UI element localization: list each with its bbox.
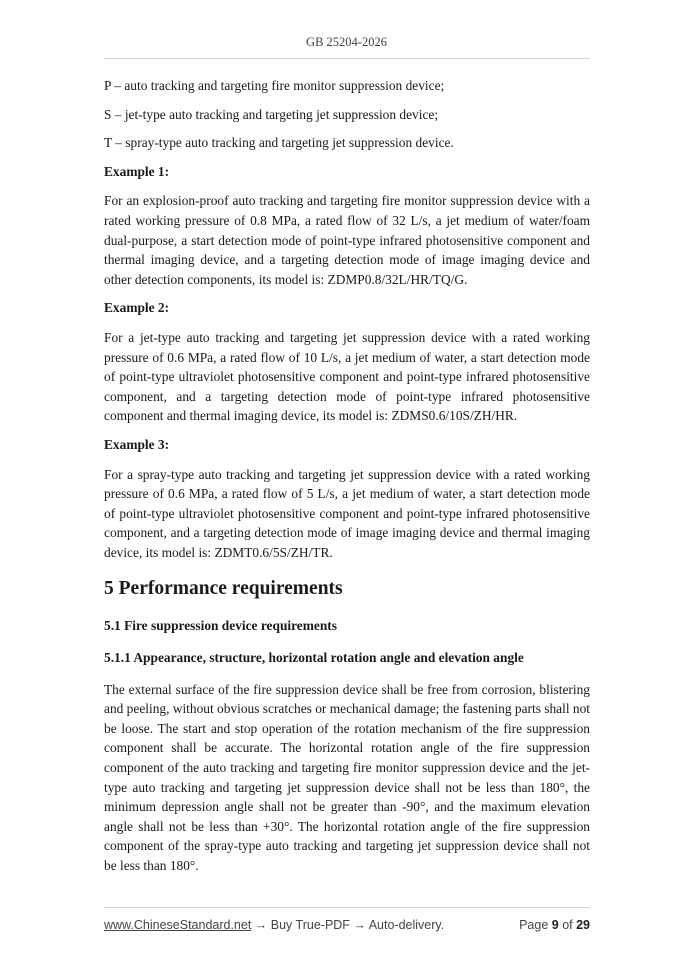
example2-paragraph: For a jet-type auto tracking and targeting jet suppression device with a rated working pressure of 0.6 MPa, a rated flow of 10 L/s, a jet medium of water, a start detection mode of point-type ultraviolet photosensitive component and point-type infrared photosensitive component, and a targeting detection mode of point-type infrared photosensitive component and thermal imaging device, its model is: ZDMS0.6/10S/ZH/HR. bbox=[104, 329, 590, 424]
section-5-1-1-heading: 5.1.1 Appearance, structure, horizontal rotation angle and elevation angle bbox=[104, 650, 524, 666]
page-number bbox=[519, 918, 590, 932]
page-footer bbox=[104, 918, 590, 938]
page-of-word: of bbox=[558, 918, 577, 932]
header-divider bbox=[104, 58, 590, 59]
example1-paragraph: For an explosion-proof auto tracking and targeting fire monitor suppression device with a rated working pressure of 0.8 MPa, a rated flow of 32 L/s, a jet medium of water/foam dual-purpose, a start detection mode of point-type infrared photosensitive component and thermal imaging device, and a targeting detection mode of image imaging device and other detection components, its model is: ZDMP0.8/32L/HR/TQ/G. bbox=[104, 193, 590, 287]
site-link[interactable]: www.ChineseStandard.net bbox=[104, 918, 252, 932]
example3-heading: Example 3: bbox=[104, 436, 170, 452]
list-item-p: P – auto tracking and targeting fire monitor suppression device; bbox=[104, 78, 445, 93]
example1-heading: Example 1: bbox=[104, 163, 170, 179]
standard-code-header: GB 25204-2026 bbox=[306, 35, 387, 49]
list-item-s: S – jet-type auto tracking and targeting jet suppression device; bbox=[104, 106, 439, 122]
page-word: Page bbox=[519, 918, 552, 932]
example3-paragraph: For a spray-type auto tracking and targeting jet suppression device with a rated working pressure of 0.6 MPa, a rated flow of 5 L/s, a jet medium of water, a start detection mode of point-type ultraviolet photosensitive component and point-type infrared photosensitive component, and a targeting detection mode of image imaging device and thermal imaging device, its model is: ZDMT0.6/5S/ZH/TR. bbox=[104, 466, 590, 560]
page-body bbox=[104, 64, 590, 876]
total-pages: 29 bbox=[576, 918, 590, 932]
example2-heading: Example 2: bbox=[104, 300, 170, 316]
section-5-1-heading: 5.1 Fire suppression device requirements bbox=[104, 618, 337, 634]
list-item-t: T – spray-type auto tracking and targeting jet suppression device. bbox=[104, 135, 454, 151]
footer-tagline: → Buy True-PDF → Auto-delivery. bbox=[251, 918, 445, 932]
section-5-1-1-paragraph: The external surface of the fire suppression device shall be free from corrosion, blistering and peeling, without obvious scratches or mechanical damage; the fastening parts shall not be loose. The start and stop operation of the rotation mechanism of the fire suppression component shall be accurate. The horizontal rotation angle of the fire suppression component of the auto tracking and targeting fire monitor suppression device and the jet-type auto tracking and targeting jet suppression device shall not be less than 180°, the minimum depression angle shall not be greater than -90°, and the maximum elevation angle shall not be less than +30°. The horizontal rotation angle of the fire suppression component of the spray-type auto tracking and targeting jet suppression device shall not be less than 180°. bbox=[104, 681, 591, 873]
current-page: 9 bbox=[551, 918, 559, 932]
section-5-heading: 5 Performance requirements bbox=[104, 578, 343, 600]
footer-promo bbox=[104, 918, 444, 932]
footer-divider bbox=[104, 907, 590, 908]
